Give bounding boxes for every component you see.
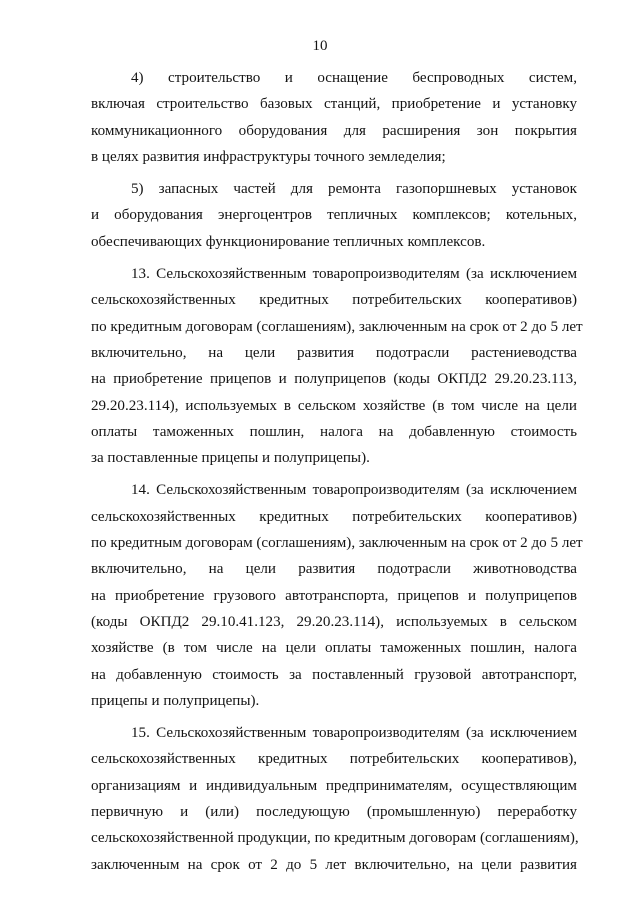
text-line: на приобретение грузового автотранспорта, прицепов и полуприцепов xyxy=(91,587,577,604)
text-line: организациям и индивидуальным предпринимателям, осуществляющим xyxy=(91,777,577,794)
text-line: оплаты таможенных пошлин, налога на добавленную стоимость xyxy=(91,423,577,440)
text-line: включительно, на цели развития подотрасли животноводства xyxy=(91,561,577,578)
text-line: за поставленные прицепы и полуприцепы). xyxy=(91,450,370,467)
paragraph-clause-15 xyxy=(91,720,577,878)
paragraph-item-4 xyxy=(91,65,577,170)
text-line: в целях развития инфраструктуры точного земледелия; xyxy=(91,148,446,165)
text-line: прицепы и полуприцепы). xyxy=(91,692,260,709)
text-line: (коды ОКПД2 29.10.41.123, 29.20.23.114), используемых в сельском xyxy=(91,613,577,630)
text-line: хозяйстве (в том числе на цели оплаты таможенных пошлин, налога xyxy=(91,640,577,657)
paragraph-clause-14 xyxy=(91,477,583,714)
text-line: обеспечивающих функционирование тепличных комплексов. xyxy=(91,233,486,250)
page-number: 10 xyxy=(312,38,328,54)
paragraph-clause-13 xyxy=(91,261,583,471)
text-line: сельскохозяйственных кредитных потребительских кооперативов) xyxy=(91,292,577,309)
text-line: 5) запасных частей для ремонта газопоршневых установок xyxy=(131,181,577,198)
text-line: заключенным на срок от 2 до 5 лет включительно, на цели развития xyxy=(91,856,577,873)
text-line: включительно, на цели развития подотрасли растениеводства xyxy=(91,344,577,361)
text-line: 14. Сельскохозяйственным товаропроизводителям (за исключением xyxy=(131,482,577,499)
text-line: первичную и (или) последующую (промышленную) переработку xyxy=(91,804,577,821)
text-line: на добавленную стоимость за поставленный грузовой автотранспорт, xyxy=(91,666,577,683)
text-line: коммуникационного оборудования для расширения зон покрытия xyxy=(91,122,577,139)
text-line: сельскохозяйственной продукции, по кредитным договорам (соглашениям), xyxy=(91,830,579,847)
text-line: по кредитным договорам (соглашениям), заключенным на срок от 2 до 5 лет xyxy=(91,535,583,552)
text-line: сельскохозяйственных кредитных потребительских кооперативов), xyxy=(91,751,577,768)
text-line: включая строительство базовых станций, приобретение и установку xyxy=(91,96,577,113)
text-line: на приобретение прицепов и полуприцепов (коды ОКПД2 29.20.23.113, xyxy=(91,371,577,388)
text-line: и оборудования энергоцентров тепличных комплексов; котельных, xyxy=(91,207,577,224)
text-line: 4) строительство и оснащение беспроводных систем, xyxy=(131,70,577,86)
text-line: 13. Сельскохозяйственным товаропроизводителям (за исключением xyxy=(131,266,577,283)
document-body xyxy=(91,65,583,878)
paragraph-item-5 xyxy=(91,176,577,255)
text-line: по кредитным договорам (соглашениям), заключенным на срок от 2 до 5 лет xyxy=(91,318,583,335)
text-line: 15. Сельскохозяйственным товаропроизводителям (за исключением xyxy=(131,725,577,742)
text-line: сельскохозяйственных кредитных потребительских кооперативов) xyxy=(91,508,577,525)
text-line: 29.20.23.114), используемых в сельском хозяйстве (в том числе на цели xyxy=(91,397,577,414)
